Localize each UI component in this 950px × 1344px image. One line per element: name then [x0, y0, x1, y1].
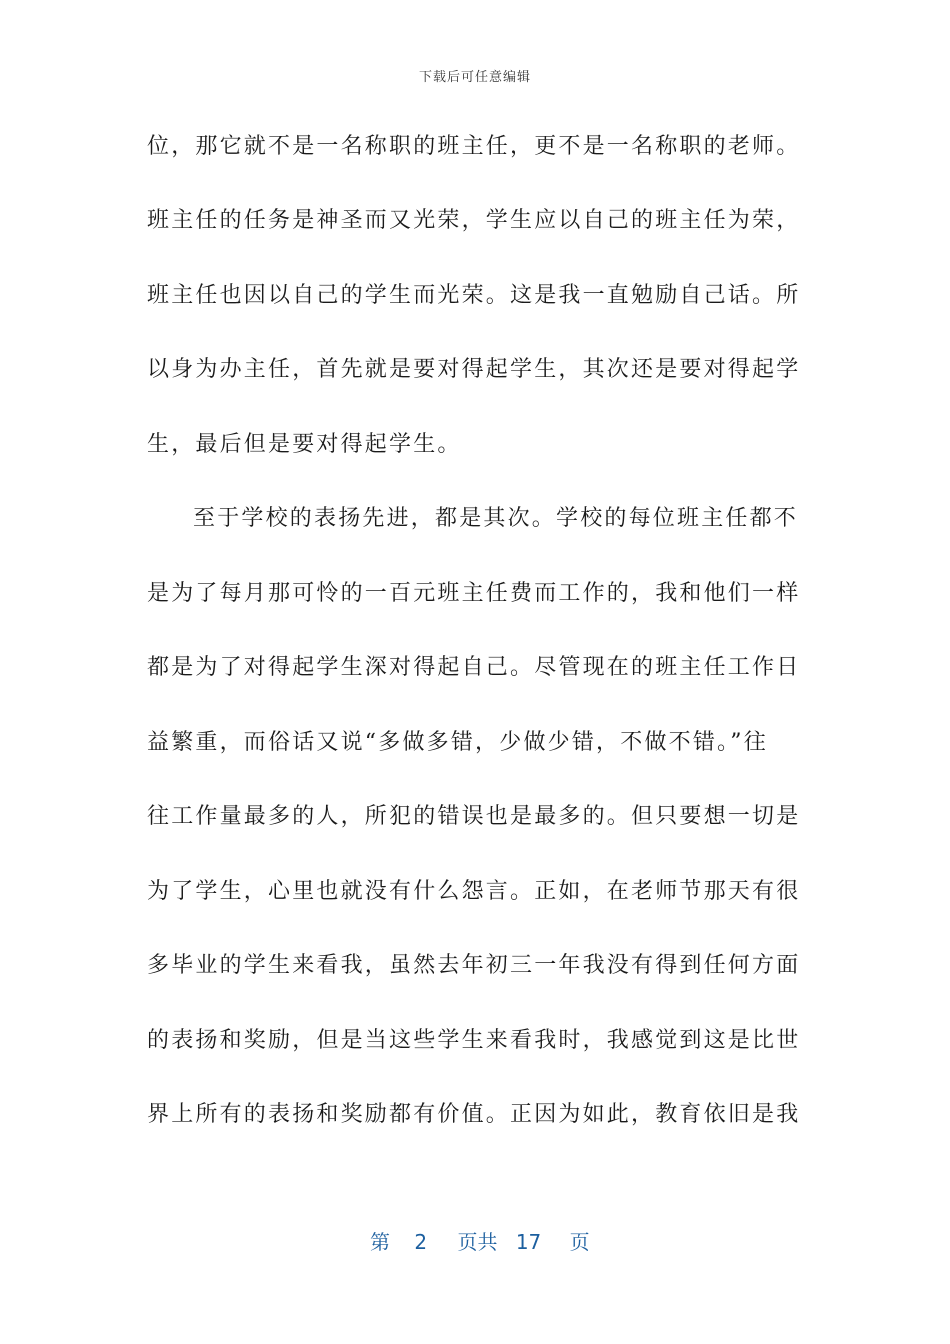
paragraph-first-line: 至于学校的表扬先进，都是其次。学校的每位班主任都不 — [193, 506, 799, 531]
text-line: 多毕业的学生来看我，虽然去年初三一年我没有得到任何方面 — [147, 953, 801, 978]
page-number-footer — [370, 1226, 590, 1255]
footer-prefix: 第 — [370, 1230, 390, 1254]
text-line: 班主任也因以自己的学生而光荣。这是我一直勉励自己话。所 — [147, 283, 801, 308]
text-line: 界上所有的表扬和奖励都有价值。正因为如此，教育依旧是我 — [147, 1102, 801, 1127]
text-line: 生，最后但是要对得起学生。 — [147, 432, 462, 457]
text-line: 以身为办主任，首先就是要对得起学生，其次还是要对得起学 — [147, 357, 801, 382]
text-line: 的表扬和奖励，但是当这些学生来看我时，我感觉到这是比世 — [147, 1028, 801, 1053]
text-line: 位，那它就不是一名称职的班主任，更不是一名称职的老师。 — [147, 134, 801, 159]
text-line: 往工作量最多的人，所犯的错误也是最多的。但只要想一切是 — [147, 804, 801, 829]
footer-suffix: 页 — [569, 1230, 590, 1254]
text-line: 班主任的任务是神圣而又光荣，学生应以自己的班主任为荣， — [147, 208, 801, 233]
page-header-note: 下载后可任意编辑 — [418, 70, 531, 85]
text-line: 都是为了对得起学生深对得起自己。尽管现在的班主任工作日 — [147, 655, 801, 680]
total-page-count: 17 — [515, 1230, 542, 1254]
current-page-number: 2 — [414, 1230, 428, 1254]
text-line: 是为了每月那可怜的一百元班主任费而工作的，我和他们一样 — [147, 581, 801, 606]
footer-middle: 页共 — [457, 1230, 498, 1254]
text-line: 益繁重，而俗话又说“多做多错，少做少错，不做不错。”往 — [147, 730, 768, 755]
text-line: 为了学生，心里也就没有什么怨言。正如，在老师节那天有很 — [147, 879, 801, 904]
